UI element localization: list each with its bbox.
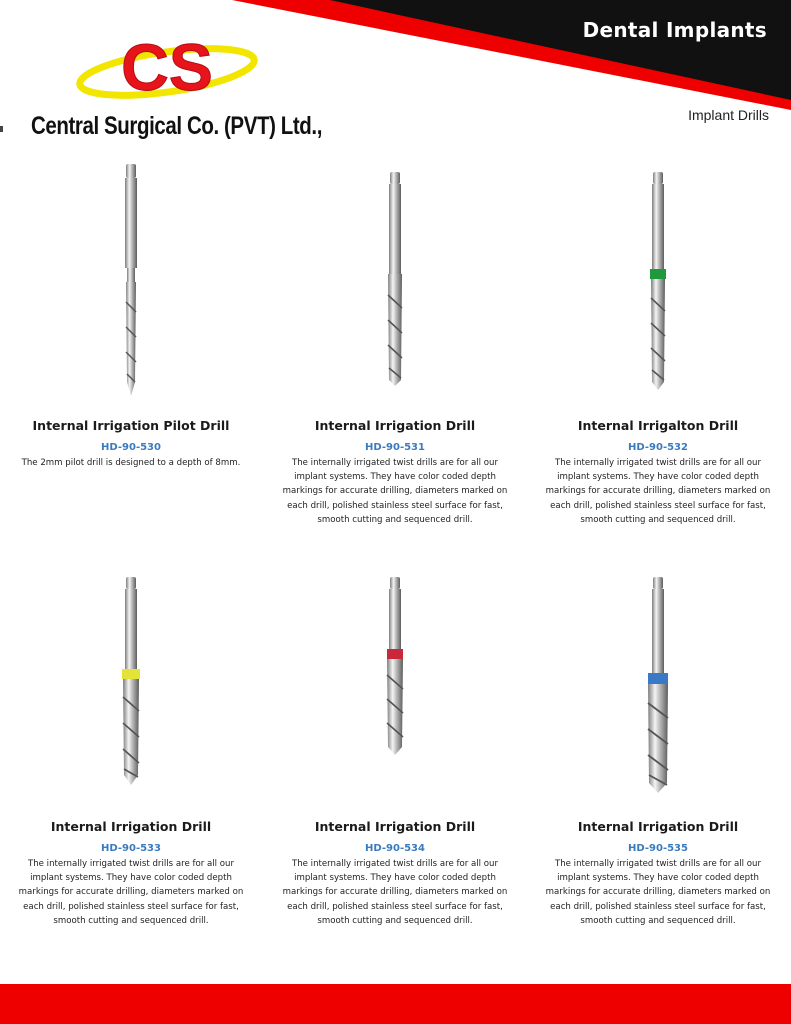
product-card[interactable]	[6, 575, 256, 928]
product-code[interactable]: HD-90-530	[101, 442, 161, 453]
product-card[interactable]	[533, 575, 783, 928]
depth-ring	[387, 649, 403, 659]
product-card[interactable]	[270, 575, 520, 928]
edge-mark	[0, 126, 3, 132]
product-description: The internally irrigated twist drills are for all our implant systems. They have color coded depth markings for accurate drilling, diameters marked on each drill, polished stainless steel surface for fast, smooth cutting and sequenced drill.	[282, 859, 508, 926]
product-code[interactable]: HD-90-532	[628, 442, 688, 453]
drill-image	[375, 575, 415, 800]
product-description: The internally irrigated twist drills are for all our implant systems. They have color coded depth markings for accurate drilling, diameters marked on each drill, polished stainless steel surface for fast, smooth cutting and sequenced drill.	[545, 458, 771, 525]
drill-image	[638, 170, 678, 400]
footer-bar	[0, 984, 791, 1024]
depth-ring	[122, 669, 140, 679]
product-code[interactable]: HD-90-531	[365, 442, 425, 453]
company-logo	[75, 28, 260, 108]
product-description: The 2mm pilot drill is designed to a depth of 8mm.	[21, 458, 241, 468]
product-code[interactable]: HD-90-534	[365, 843, 425, 854]
company-name: Central Surgical Co. (PVT) Ltd.,	[31, 112, 322, 140]
product-card[interactable]	[533, 170, 783, 527]
product-name: Internal Irrigalton Drill	[577, 418, 739, 433]
section-subtitle: Implant Drills	[688, 107, 769, 123]
product-code[interactable]: HD-90-535	[628, 843, 688, 854]
product-card[interactable]	[6, 162, 256, 470]
drill-image	[111, 162, 151, 400]
product-name: Internal Irrigation Drill	[50, 819, 212, 834]
product-code[interactable]: HD-90-533	[101, 843, 161, 854]
product-card[interactable]	[270, 170, 520, 527]
product-name: Internal Irrigation Drill	[577, 819, 739, 834]
drill-image	[375, 170, 415, 400]
depth-ring	[648, 673, 668, 684]
product-name: Internal Irrigation Pilot Drill	[32, 418, 230, 433]
product-description: The internally irrigated twist drills are for all our implant systems. They have color coded depth markings for accurate drilling, diameters marked on each drill, polished stainless steel surface for fast, smooth cutting and sequenced drill.	[545, 859, 771, 926]
depth-ring	[650, 269, 666, 279]
logo-mark: CS	[121, 30, 213, 104]
page-title: Dental Implants	[582, 18, 767, 42]
drill-image	[638, 575, 678, 800]
product-description: The internally irrigated twist drills are for all our implant systems. They have color coded depth markings for accurate drilling, diameters marked on each drill, polished stainless steel surface for fast, smooth cutting and sequenced drill.	[282, 458, 508, 525]
product-description: The internally irrigated twist drills are for all our implant systems. They have color coded depth markings for accurate drilling, diameters marked on each drill, polished stainless steel surface for fast, smooth cutting and sequenced drill.	[18, 859, 244, 926]
product-name: Internal Irrigation Drill	[314, 819, 476, 834]
drill-image	[111, 575, 151, 800]
product-name: Internal Irrigation Drill	[314, 418, 476, 433]
